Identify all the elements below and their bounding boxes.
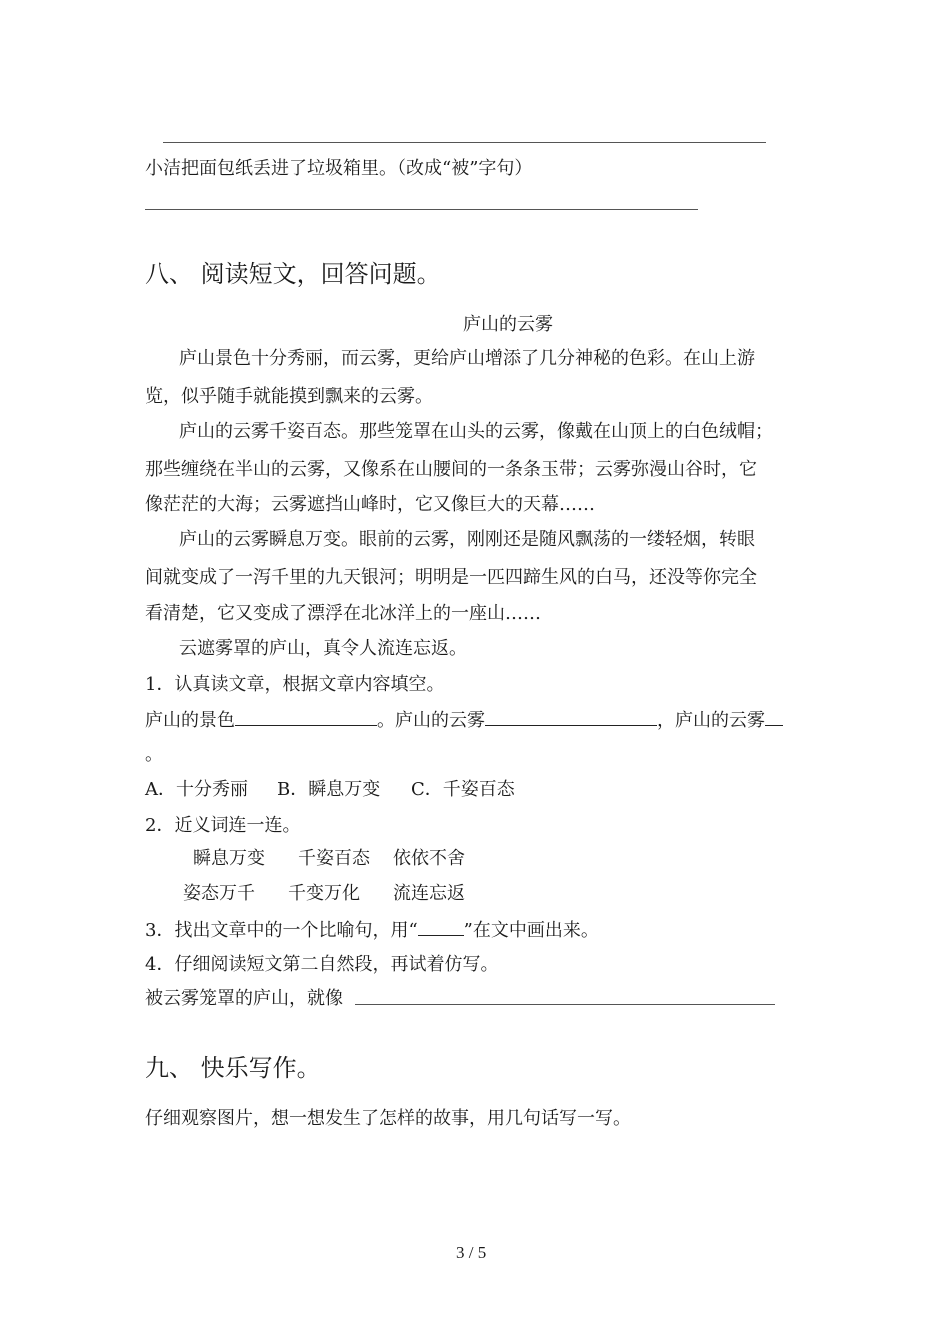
synonym-word[interactable]: 瞬息万变 bbox=[193, 848, 265, 869]
synonym-word[interactable]: 千姿百态 bbox=[298, 848, 370, 869]
question-2-label: 2．近义词连一连。 bbox=[145, 815, 301, 836]
underline-sample bbox=[418, 917, 464, 936]
passage-line: 像茫茫的大海；云雾遮挡山峰时，它又像巨大的天幕…… bbox=[145, 494, 595, 515]
synonym-word[interactable]: 流连忘返 bbox=[393, 883, 465, 904]
fill-text: 庐山的景色 bbox=[145, 710, 235, 731]
fill-blank[interactable] bbox=[765, 707, 783, 726]
answer-line bbox=[163, 142, 766, 143]
fill-text: ，庐山的云雾 bbox=[657, 710, 765, 731]
answer-line[interactable] bbox=[355, 1004, 775, 1005]
fill-text: 。庐山的云雾 bbox=[377, 710, 485, 731]
answer-line bbox=[145, 209, 698, 210]
passage-line: 览，似乎随手就能摸到飘来的云雾。 bbox=[145, 386, 433, 407]
passage-line: 看清楚，它又变成了漂浮在北冰洋上的一座山…… bbox=[145, 603, 541, 624]
q3-text: 3．找出文章中的一个比喻句，用“ bbox=[145, 920, 418, 941]
q7-sentence: 小洁把面包纸丢进了垃圾箱里。（改成“被”字句） bbox=[145, 158, 533, 179]
question-1-fill bbox=[145, 707, 783, 733]
question-4-prompt: 被云雾笼罩的庐山，就像 bbox=[145, 988, 343, 1009]
question-3-label bbox=[145, 917, 599, 943]
passage-line: 云遮雾罩的庐山，真令人流连忘返。 bbox=[179, 638, 467, 659]
fill-blank[interactable] bbox=[485, 707, 657, 726]
section-heading: 九、 快乐写作。 bbox=[145, 1054, 321, 1082]
passage-line: 庐山的云雾千姿百态。那些笼罩在山头的云雾，像戴在山顶上的白色绒帽； bbox=[179, 421, 773, 442]
fill-blank[interactable] bbox=[235, 707, 377, 726]
passage-line: 庐山景色十分秀丽，而云雾，更给庐山增添了几分神秘的色彩。在山上游 bbox=[179, 348, 755, 369]
passage-line: 间就变成了一泻千里的九天银河；明明是一匹四蹄生风的白马，还没等你完全 bbox=[145, 567, 757, 588]
writing-instruction: 仔细观察图片，想一想发生了怎样的故事，用几句话写一写。 bbox=[145, 1108, 631, 1129]
fill-end: 。 bbox=[145, 744, 163, 765]
option-b: B．瞬息万变 bbox=[277, 779, 381, 800]
passage-title: 庐山的云雾 bbox=[463, 314, 553, 335]
synonym-word[interactable]: 千变万化 bbox=[288, 883, 360, 904]
q3-text: ”在文中画出来。 bbox=[463, 920, 599, 941]
synonym-word[interactable]: 姿态万千 bbox=[183, 883, 255, 904]
option-c: C．千姿百态 bbox=[411, 779, 515, 800]
section-heading: 八、 阅读短文，回答问题。 bbox=[145, 260, 441, 288]
passage-line: 那些缠绕在半山的云雾，又像系在山腰间的一条条玉带；云雾弥漫山谷时，它 bbox=[145, 459, 757, 480]
question-4-label: 4．仔细阅读短文第二自然段，再试着仿写。 bbox=[145, 954, 499, 975]
question-1-label: 1．认真读文章，根据文章内容填空。 bbox=[145, 674, 445, 695]
synonym-word[interactable]: 依依不舍 bbox=[393, 848, 465, 869]
passage-line: 庐山的云雾瞬息万变。眼前的云雾，刚刚还是随风飘荡的一缕轻烟，转眼 bbox=[179, 529, 755, 550]
page-number: 3 / 5 bbox=[456, 1243, 487, 1262]
option-a: A．十分秀丽 bbox=[145, 779, 248, 800]
